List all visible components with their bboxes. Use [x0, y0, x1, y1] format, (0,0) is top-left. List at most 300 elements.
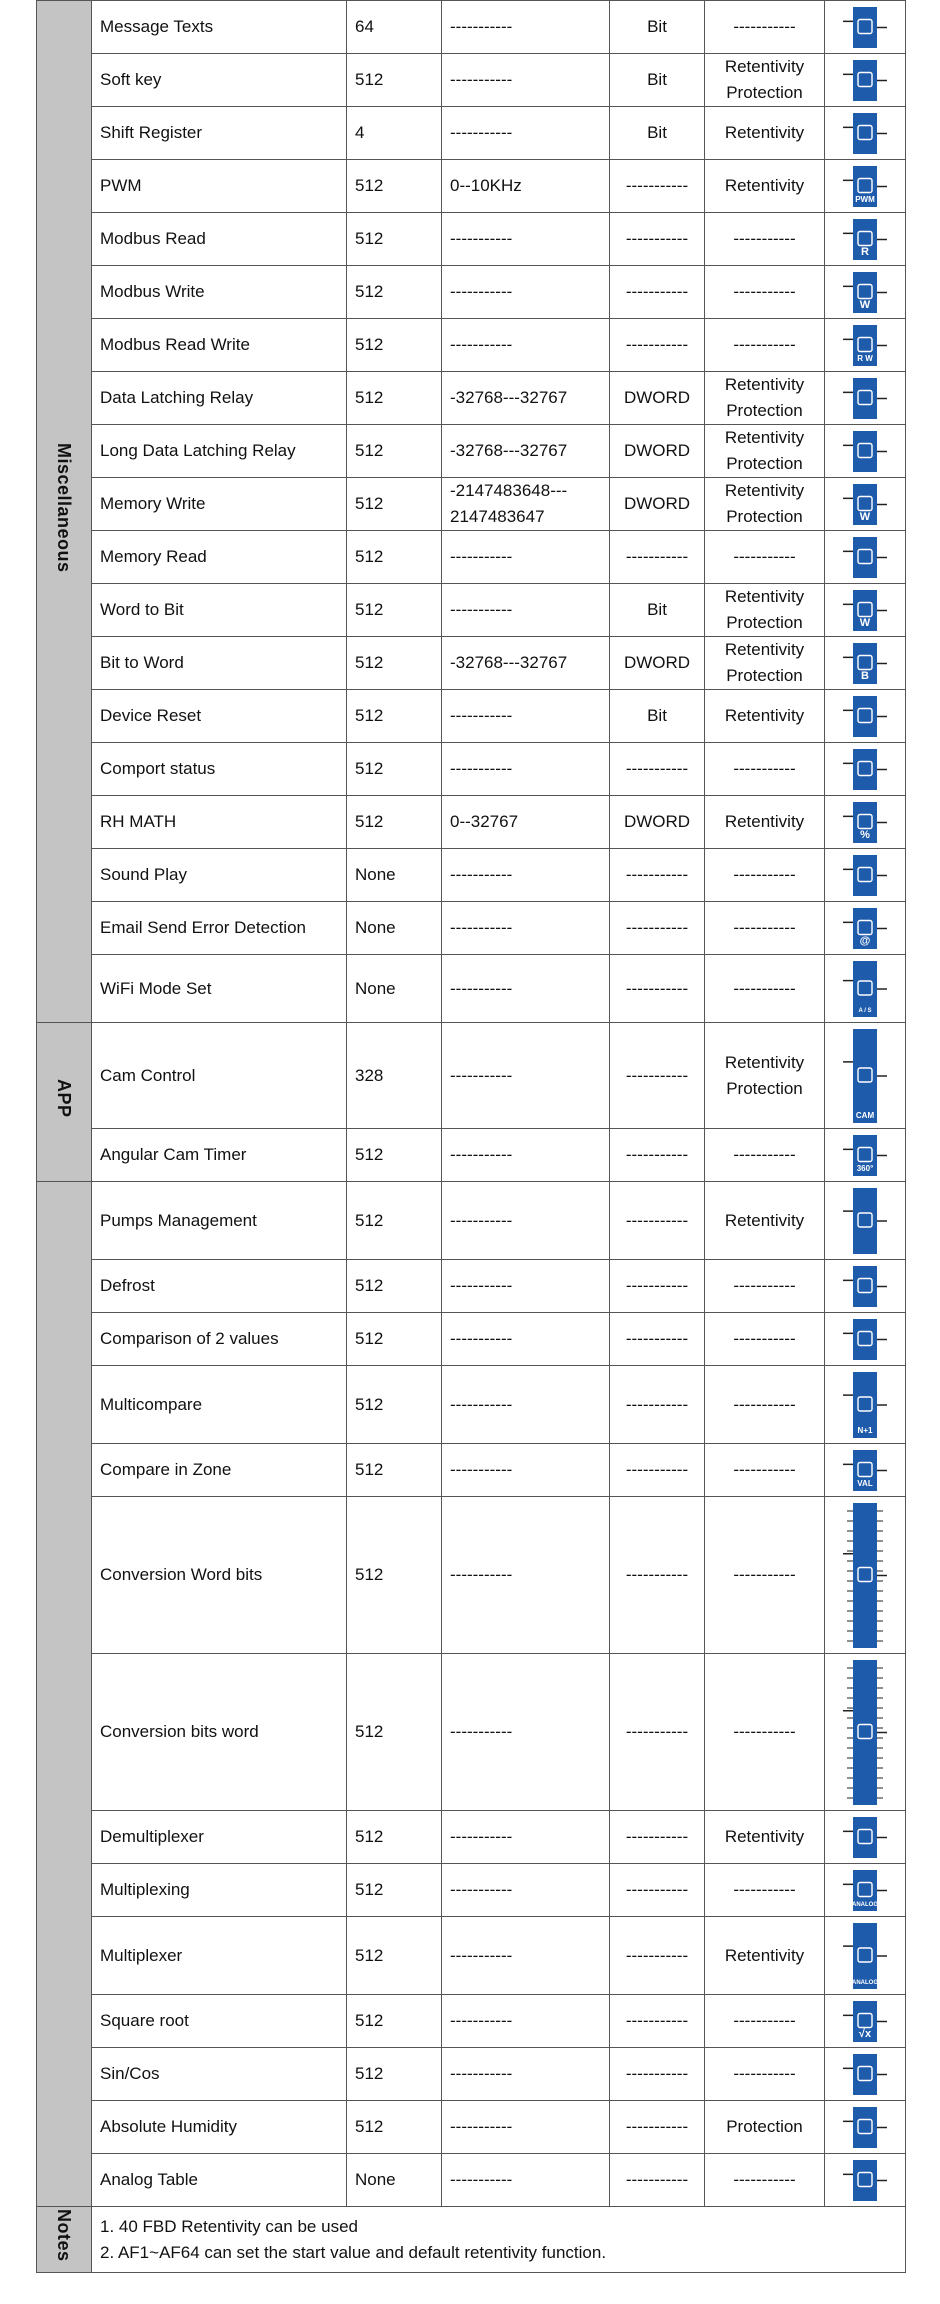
- data-type: -----------: [610, 1497, 705, 1654]
- function-block-icon-cell: [825, 54, 906, 107]
- function-name: Demultiplexer: [92, 1811, 347, 1864]
- table-row: [37, 690, 906, 743]
- function-name: Shift Register: [92, 107, 347, 160]
- table-row: [37, 2101, 906, 2154]
- table-row: [37, 531, 906, 584]
- function-block-icon-cell: [825, 743, 906, 796]
- function-block-icon-cell: [825, 849, 906, 902]
- value-range: 0--10KHz: [442, 160, 610, 213]
- data-type: -----------: [610, 1023, 705, 1129]
- retentivity: -----------: [705, 1497, 825, 1654]
- quantity: 512: [347, 160, 442, 213]
- value-range: -----------: [442, 1654, 610, 1811]
- data-type: -----------: [610, 2048, 705, 2101]
- quantity: 512: [347, 319, 442, 372]
- function-name: Data Latching Relay: [92, 372, 347, 425]
- retentivity: -----------: [705, 902, 825, 955]
- long-data-latching-relay-icon: [833, 431, 897, 472]
- table-row: [37, 319, 906, 372]
- table-row: [37, 637, 906, 690]
- sound-play-icon: [833, 855, 897, 896]
- function-name: Angular Cam Timer: [92, 1129, 347, 1182]
- function-block-icon-cell: [825, 1444, 906, 1497]
- table-row: [37, 160, 906, 213]
- value-range: -----------: [442, 902, 610, 955]
- table-row: [37, 213, 906, 266]
- table-row: [37, 2048, 906, 2101]
- value-range: -----------: [442, 54, 610, 107]
- quantity: 512: [347, 2048, 442, 2101]
- cam-control-icon: [833, 1029, 897, 1123]
- table-row: [37, 1811, 906, 1864]
- value-range: -----------: [442, 690, 610, 743]
- table-row: [37, 54, 906, 107]
- data-type: DWORD: [610, 425, 705, 478]
- quantity: 512: [347, 1864, 442, 1917]
- data-type: DWORD: [610, 372, 705, 425]
- angular-cam-timer-icon: [833, 1135, 897, 1176]
- table-row: [37, 796, 906, 849]
- wifi-mode-icon: [833, 961, 897, 1017]
- function-block-icon-cell: [825, 107, 906, 160]
- function-name: Sound Play: [92, 849, 347, 902]
- data-type: -----------: [610, 1811, 705, 1864]
- value-range: -----------: [442, 1444, 610, 1497]
- quantity: 512: [347, 1129, 442, 1182]
- data-type: -----------: [610, 849, 705, 902]
- pwm-icon: [833, 166, 897, 207]
- data-type: Bit: [610, 1, 705, 54]
- quantity: 512: [347, 1260, 442, 1313]
- quantity: 512: [347, 637, 442, 690]
- retentivity: -----------: [705, 1654, 825, 1811]
- value-range: -----------: [442, 531, 610, 584]
- table-row: [37, 584, 906, 637]
- quantity: 512: [347, 1995, 442, 2048]
- function-spec-table: [36, 0, 906, 2273]
- value-range: -----------: [442, 1917, 610, 1995]
- data-type: Bit: [610, 107, 705, 160]
- svg-text:B: B: [861, 669, 869, 682]
- function-name: Pumps Management: [92, 1182, 347, 1260]
- retentivity: -----------: [705, 1864, 825, 1917]
- data-type: -----------: [610, 160, 705, 213]
- retentivity: -----------: [705, 743, 825, 796]
- email-at-icon: [833, 908, 897, 949]
- function-name: Square root: [92, 1995, 347, 2048]
- function-name: PWM: [92, 160, 347, 213]
- function-block-icon-cell: [825, 1129, 906, 1182]
- quantity: 512: [347, 1811, 442, 1864]
- function-name: Soft key: [92, 54, 347, 107]
- table-row: [37, 1129, 906, 1182]
- retentivity: -----------: [705, 319, 825, 372]
- function-name: Defrost: [92, 1260, 347, 1313]
- function-block-icon-cell: [825, 160, 906, 213]
- function-name: Conversion bits word: [92, 1654, 347, 1811]
- function-name: Email Send Error Detection: [92, 902, 347, 955]
- value-range: -----------: [442, 1811, 610, 1864]
- function-block-icon-cell: [825, 1995, 906, 2048]
- modbus-read-icon: [833, 219, 897, 260]
- analog-table-icon: [833, 2160, 897, 2201]
- table-row: [37, 1182, 906, 1260]
- retentivity: Retentivity: [705, 1917, 825, 1995]
- retentivity: -----------: [705, 266, 825, 319]
- function-block-icon-cell: [825, 796, 906, 849]
- data-type: DWORD: [610, 796, 705, 849]
- table-row: [37, 1917, 906, 1995]
- quantity: 512: [347, 2101, 442, 2154]
- retentivity: Retentivity Protection: [705, 478, 825, 531]
- memory-write-icon: [833, 484, 897, 525]
- function-name: Modbus Write: [92, 266, 347, 319]
- table-row: [37, 2154, 906, 2207]
- function-name: Memory Read: [92, 531, 347, 584]
- function-block-icon-cell: [825, 2154, 906, 2207]
- multiplexing-icon: [833, 1870, 897, 1911]
- group-label-cell: [37, 1182, 92, 2207]
- table-row: [37, 1, 906, 54]
- value-range: -----------: [442, 1, 610, 54]
- function-name: Modbus Read: [92, 213, 347, 266]
- table-row: [37, 1654, 906, 1811]
- retentivity: -----------: [705, 849, 825, 902]
- value-range: -----------: [442, 1023, 610, 1129]
- function-block-icon-cell: [825, 1, 906, 54]
- retentivity: Retentivity Protection: [705, 637, 825, 690]
- data-type: -----------: [610, 1260, 705, 1313]
- table-row: [37, 1864, 906, 1917]
- retentivity: Retentivity: [705, 1811, 825, 1864]
- rh-math-icon: [833, 802, 897, 843]
- table-row: [37, 743, 906, 796]
- table-row: [37, 425, 906, 478]
- function-block-icon-cell: [825, 1023, 906, 1129]
- value-range: -----------: [442, 1260, 610, 1313]
- quantity: 328: [347, 1023, 442, 1129]
- quantity: 512: [347, 584, 442, 637]
- modbus-write-icon: [833, 272, 897, 313]
- value-range: -----------: [442, 1182, 610, 1260]
- retentivity: -----------: [705, 1260, 825, 1313]
- value-range: -----------: [442, 2101, 610, 2154]
- retentivity: Retentivity Protection: [705, 584, 825, 637]
- data-type: -----------: [610, 319, 705, 372]
- function-name: RH MATH: [92, 796, 347, 849]
- value-range: -32768---32767: [442, 372, 610, 425]
- quantity: 4: [347, 107, 442, 160]
- retentivity: -----------: [705, 1995, 825, 2048]
- quantity: 512: [347, 266, 442, 319]
- word-to-bit-icon: [833, 590, 897, 631]
- function-name: Cam Control: [92, 1023, 347, 1129]
- quantity: 512: [347, 743, 442, 796]
- function-name: Message Texts: [92, 1, 347, 54]
- data-type: -----------: [610, 531, 705, 584]
- data-type: -----------: [610, 1366, 705, 1444]
- data-type: -----------: [610, 955, 705, 1023]
- function-name: Comport status: [92, 743, 347, 796]
- svg-text:%: %: [860, 828, 870, 841]
- function-block-icon-cell: [825, 584, 906, 637]
- function-block-icon-cell: [825, 531, 906, 584]
- comparison-icon: [833, 1319, 897, 1360]
- table-row: [37, 478, 906, 531]
- data-type: -----------: [610, 2101, 705, 2154]
- data-type: -----------: [610, 1444, 705, 1497]
- message-text-icon: [833, 7, 897, 48]
- quantity: 512: [347, 1182, 442, 1260]
- function-name: Absolute Humidity: [92, 2101, 347, 2154]
- table-row: [37, 849, 906, 902]
- group-label: APP: [54, 1078, 74, 1118]
- data-type: -----------: [610, 1995, 705, 2048]
- quantity: 512: [347, 1444, 442, 1497]
- quantity: None: [347, 2154, 442, 2207]
- value-range: -2147483648--- 2147483647: [442, 478, 610, 531]
- value-range: 0--32767: [442, 796, 610, 849]
- notes-content: [92, 2207, 906, 2273]
- retentivity: -----------: [705, 1313, 825, 1366]
- retentivity: -----------: [705, 531, 825, 584]
- svg-text:W: W: [859, 616, 871, 629]
- svg-text:R W: R W: [857, 353, 873, 363]
- retentivity: Retentivity Protection: [705, 1023, 825, 1129]
- quantity: None: [347, 902, 442, 955]
- function-name: Modbus Read Write: [92, 319, 347, 372]
- function-name: Word to Bit: [92, 584, 347, 637]
- data-type: Bit: [610, 584, 705, 637]
- retentivity: -----------: [705, 2048, 825, 2101]
- retentivity: Retentivity: [705, 796, 825, 849]
- quantity: 512: [347, 1917, 442, 1995]
- data-type: -----------: [610, 1864, 705, 1917]
- defrost-icon: [833, 1266, 897, 1307]
- table-row: [37, 266, 906, 319]
- multiplexer-icon: [833, 1923, 897, 1989]
- svg-text:W: W: [859, 510, 871, 523]
- group-label-cell: [37, 1023, 92, 1182]
- table-row: [37, 1995, 906, 2048]
- svg-text:√x: √x: [858, 2027, 872, 2040]
- compare-zone-icon: [833, 1450, 897, 1491]
- svg-text:PWM: PWM: [855, 194, 875, 204]
- function-block-icon-cell: [825, 637, 906, 690]
- table-row: [37, 902, 906, 955]
- multicompare-icon: [833, 1372, 897, 1438]
- data-type: -----------: [610, 266, 705, 319]
- function-block-icon-cell: [825, 1811, 906, 1864]
- function-block-icon-cell: [825, 213, 906, 266]
- data-type: -----------: [610, 1313, 705, 1366]
- table-row: [37, 107, 906, 160]
- pumps-management-icon: [833, 1188, 897, 1254]
- data-type: -----------: [610, 2154, 705, 2207]
- function-block-icon-cell: [825, 1260, 906, 1313]
- value-range: -----------: [442, 1129, 610, 1182]
- retentivity: Retentivity Protection: [705, 425, 825, 478]
- value-range: -----------: [442, 584, 610, 637]
- retentivity: -----------: [705, 1129, 825, 1182]
- function-block-icon-cell: [825, 1313, 906, 1366]
- data-type: -----------: [610, 1129, 705, 1182]
- retentivity: Retentivity Protection: [705, 54, 825, 107]
- data-type: -----------: [610, 743, 705, 796]
- quantity: 512: [347, 1313, 442, 1366]
- retentivity: -----------: [705, 1366, 825, 1444]
- data-type: DWORD: [610, 478, 705, 531]
- absolute-humidity-icon: [833, 2107, 897, 2148]
- value-range: -----------: [442, 266, 610, 319]
- note-item: 1. 40 FBD Retentivity can be used: [100, 2216, 358, 2236]
- group-label-cell: [37, 1, 92, 1023]
- function-block-icon-cell: [825, 690, 906, 743]
- value-range: -----------: [442, 213, 610, 266]
- value-range: -----------: [442, 1995, 610, 2048]
- value-range: -----------: [442, 1864, 610, 1917]
- table-row: [37, 1444, 906, 1497]
- data-type: -----------: [610, 1917, 705, 1995]
- table-row: [37, 1260, 906, 1313]
- function-block-icon-cell: [825, 1864, 906, 1917]
- svg-text:R: R: [861, 245, 869, 258]
- function-block-icon-cell: [825, 1366, 906, 1444]
- table-row: [37, 1497, 906, 1654]
- svg-text:360°: 360°: [856, 1163, 874, 1173]
- bit-to-word-icon: [833, 643, 897, 684]
- retentivity: Retentivity: [705, 1182, 825, 1260]
- function-block-icon-cell: [825, 1182, 906, 1260]
- shift-register-icon: [833, 113, 897, 154]
- function-block-icon-cell: [825, 478, 906, 531]
- data-type: Bit: [610, 54, 705, 107]
- svg-text:CAM: CAM: [855, 1110, 875, 1120]
- value-range: -----------: [442, 849, 610, 902]
- function-name: Bit to Word: [92, 637, 347, 690]
- data-type: -----------: [610, 1182, 705, 1260]
- retentivity: Retentivity Protection: [705, 372, 825, 425]
- table-row: [37, 372, 906, 425]
- function-block-icon-cell: [825, 1497, 906, 1654]
- quantity: 512: [347, 796, 442, 849]
- svg-text:@: @: [859, 934, 871, 947]
- function-block-icon-cell: [825, 955, 906, 1023]
- value-range: -----------: [442, 107, 610, 160]
- svg-text:ANALOG: ANALOG: [852, 1901, 878, 1908]
- quantity: 64: [347, 1, 442, 54]
- value-range: -----------: [442, 1366, 610, 1444]
- value-range: -----------: [442, 319, 610, 372]
- value-range: -32768---32767: [442, 425, 610, 478]
- value-range: -----------: [442, 2154, 610, 2207]
- svg-text:VAL: VAL: [857, 1478, 873, 1488]
- conversion-word-bits-icon: [833, 1503, 897, 1648]
- function-name: Conversion Word bits: [92, 1497, 347, 1654]
- value-range: -32768---32767: [442, 637, 610, 690]
- value-range: -----------: [442, 1313, 610, 1366]
- sin-cos-icon: [833, 2054, 897, 2095]
- comport-status-icon: [833, 749, 897, 790]
- svg-text:N+1: N+1: [857, 1425, 873, 1435]
- table-row: [37, 1023, 906, 1129]
- quantity: 512: [347, 478, 442, 531]
- group-label: Miscellaneous: [54, 442, 74, 573]
- function-name: Comparison of 2 values: [92, 1313, 347, 1366]
- data-latching-relay-icon: [833, 378, 897, 419]
- table-row: [37, 1366, 906, 1444]
- function-name: Multiplexing: [92, 1864, 347, 1917]
- function-block-icon-cell: [825, 372, 906, 425]
- soft-key-icon: [833, 60, 897, 101]
- retentivity: Retentivity: [705, 107, 825, 160]
- function-block-icon-cell: [825, 1654, 906, 1811]
- notes-label-cell: [37, 2207, 92, 2273]
- function-name: Multiplexer: [92, 1917, 347, 1995]
- quantity: 512: [347, 1366, 442, 1444]
- value-range: -----------: [442, 743, 610, 796]
- function-block-icon-cell: [825, 902, 906, 955]
- retentivity: -----------: [705, 1444, 825, 1497]
- quantity: 512: [347, 54, 442, 107]
- notes-label: Notes: [54, 2209, 74, 2262]
- value-range: -----------: [442, 955, 610, 1023]
- function-name: Compare in Zone: [92, 1444, 347, 1497]
- modbus-read-write-icon: [833, 325, 897, 366]
- quantity: 512: [347, 372, 442, 425]
- quantity: None: [347, 849, 442, 902]
- retentivity: Protection: [705, 2101, 825, 2154]
- table-row: [37, 1313, 906, 1366]
- quantity: 512: [347, 1497, 442, 1654]
- value-range: -----------: [442, 1497, 610, 1654]
- retentivity: Retentivity: [705, 160, 825, 213]
- quantity: 512: [347, 1654, 442, 1811]
- conversion-bits-word-icon: [833, 1660, 897, 1805]
- value-range: -----------: [442, 2048, 610, 2101]
- demultiplexer-icon: [833, 1817, 897, 1858]
- square-root-icon: [833, 2001, 897, 2042]
- svg-text:A / S: A / S: [858, 1007, 872, 1014]
- function-block-icon-cell: [825, 2048, 906, 2101]
- table-row: [37, 955, 906, 1023]
- function-name: Analog Table: [92, 2154, 347, 2207]
- note-item: 2. AF1~AF64 can set the start value and default retentivity function.: [100, 2242, 607, 2262]
- data-type: -----------: [610, 213, 705, 266]
- function-block-icon-cell: [825, 266, 906, 319]
- data-type: -----------: [610, 902, 705, 955]
- svg-text:W: W: [859, 298, 871, 311]
- quantity: None: [347, 955, 442, 1023]
- function-block-icon-cell: [825, 2101, 906, 2154]
- data-type: -----------: [610, 1654, 705, 1811]
- function-block-icon-cell: [825, 425, 906, 478]
- function-name: Multicompare: [92, 1366, 347, 1444]
- quantity: 512: [347, 425, 442, 478]
- function-name: Device Reset: [92, 690, 347, 743]
- retentivity: Retentivity: [705, 690, 825, 743]
- retentivity: -----------: [705, 1, 825, 54]
- function-block-icon-cell: [825, 319, 906, 372]
- function-name: Long Data Latching Relay: [92, 425, 347, 478]
- retentivity: -----------: [705, 213, 825, 266]
- quantity: 512: [347, 690, 442, 743]
- data-type: DWORD: [610, 637, 705, 690]
- retentivity: -----------: [705, 955, 825, 1023]
- memory-read-icon: [833, 537, 897, 578]
- quantity: 512: [347, 531, 442, 584]
- device-reset-icon: [833, 696, 897, 737]
